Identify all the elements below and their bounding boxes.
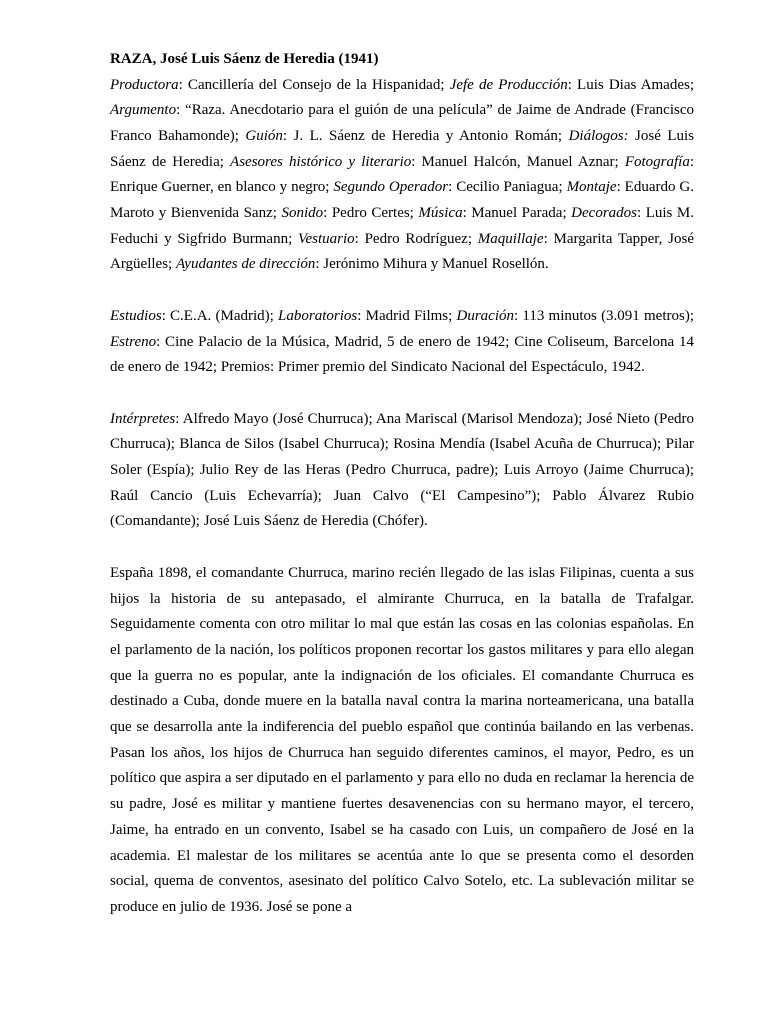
- credit-label: Segundo Operador: [333, 179, 449, 196]
- credit-text: : Manuel Parada;: [462, 205, 572, 222]
- production-label: Laboratorios: [278, 307, 358, 324]
- production-label: Estreno: [110, 333, 157, 350]
- credit-text: : Luis M. Feduchi y Sigfrido Burmann;: [110, 205, 695, 247]
- credit-text: : Pedro Certes;: [323, 205, 419, 222]
- credit-label: Fotografía: [624, 153, 690, 170]
- credit-text: : Eduardo G. Maroto y Bienvenida Sanz;: [110, 179, 694, 222]
- credit-text: : Margarita Tapper, José Argüelles;: [110, 230, 694, 273]
- production-paragraph: [110, 304, 694, 381]
- cast-label: Intérpretes: [110, 410, 176, 427]
- credit-text: : Manuel Halcón, Manuel Aznar;: [411, 153, 625, 170]
- credit-label: Decorados: [571, 205, 637, 222]
- document-title: RAZA, José Luis Sáenz de Heredia (1941): [110, 51, 379, 67]
- credit-text: : Enrique Guerner, en blanco y negro;: [110, 153, 695, 196]
- credit-label: Ayudantes de dirección: [175, 256, 316, 273]
- cast-paragraph: [110, 407, 694, 536]
- production-label: Estudios: [110, 307, 162, 324]
- credit-text: : Cancillería del Consejo de la Hispanidad;: [178, 76, 450, 93]
- credit-label: Sonido: [281, 205, 324, 222]
- cast-text: : Alfredo Mayo (José Churruca); Ana Mariscal (Marisol Mendoza); José Nieto (Pedro Churruca); Blanca de Silos (Isabel Churruca); Rosina Mendía (Isabel Acuña de Churruca); Pilar Soler (Espía); Julio Rey de las Heras (Pedro Churruca, padre); Luis Arroyo (Jaime Churruca); Raúl Cancio (Luis Echevarría); Juan Calvo (“El Campesino”); Pablo Álvarez Rubio (Comandante); José Luis Sáenz de Heredia (Chófer).: [110, 410, 694, 530]
- credit-label: Argumento: [110, 102, 177, 119]
- production-text: : 113 minutos (3.091 metros);: [514, 307, 694, 324]
- production-text: : Cine Palacio de la Música, Madrid, 5 de enero de 1942; Cine Coliseum, Barcelona 14 de enero de 1942; Premios: Primer premio del Sindicato Nacional del Espectáculo, 1942.: [110, 333, 694, 376]
- production-text: : Madrid Films;: [357, 307, 457, 324]
- credit-text: : Jerónimo Mihura y Manuel Rosellón.: [315, 256, 549, 273]
- credit-label: Jefe de Producción: [449, 76, 568, 93]
- credit-text: : Cecilio Paniagua;: [448, 179, 567, 196]
- credit-label: Guión: [245, 127, 283, 144]
- credit-label: Música: [418, 205, 463, 222]
- credit-text: : Luis Dias Amades;: [567, 76, 694, 93]
- credit-text: José Luis Sáenz de Heredia;: [110, 127, 694, 170]
- credit-text: : “Raza. Anecdotario para el guión de una película” de Jaime de Andrade (Francisco Franco Bahamonde);: [110, 102, 694, 144]
- credit-label: Maquillaje: [477, 230, 544, 247]
- credit-text: : J. L. Sáenz de Heredia y Antonio Román;: [282, 127, 569, 144]
- production-text: : C.E.A. (Madrid);: [161, 307, 279, 324]
- credit-text: : Pedro Rodríguez;: [354, 230, 478, 247]
- credit-label: Montaje: [566, 179, 617, 196]
- credit-label: Diálogos:: [568, 127, 629, 144]
- credit-label: Asesores histórico y literario: [230, 153, 412, 170]
- production-label: Duración: [456, 307, 515, 324]
- credit-label: Productora: [110, 76, 179, 93]
- credits-paragraph: [110, 73, 694, 279]
- credit-label: Vestuario: [298, 230, 355, 247]
- synopsis-paragraph: España 1898, el comandante Churruca, marino recién llegado de las islas Filipinas, cuenta a sus hijos la historia de su antepasado, el almirante Churruca, en la batalla de Trafalgar. Seguidamente comenta con otro militar lo mal que están las cosas en las colonias españolas. En el parlamento de la nación, los políticos proponen recortar los gastos militares y para ello alegan que la guerra no es popular, ante la indignación de los oficiales. El comandante Churruca es destinado a Cuba, donde muere en la batalla naval contra la marina norteamericana, una batalla que se desarrolla ante la indiferencia del pueblo español que continúa bailando en las verbenas. Pasan los años, los hijos de Churruca han seguido diferentes caminos, el mayor, Pedro, es un político que aspira a ser diputado en el parlamento y para ello no duda en reclamar la herencia de su padre, José es militar y mantiene fuertes desavenencias con su hermano mayor, el tercero, Jaime, ha entrado en un convento, Isabel se ha casado con Luis, un compañero de José en la academia. El malestar de los militares se acentúa ante lo que se presenta como el desorden social, quema de conventos, asesinato del político Calvo Sotelo, etc. La sublevación militar se produce en julio de 1936. José se pone a: [110, 564, 694, 915]
